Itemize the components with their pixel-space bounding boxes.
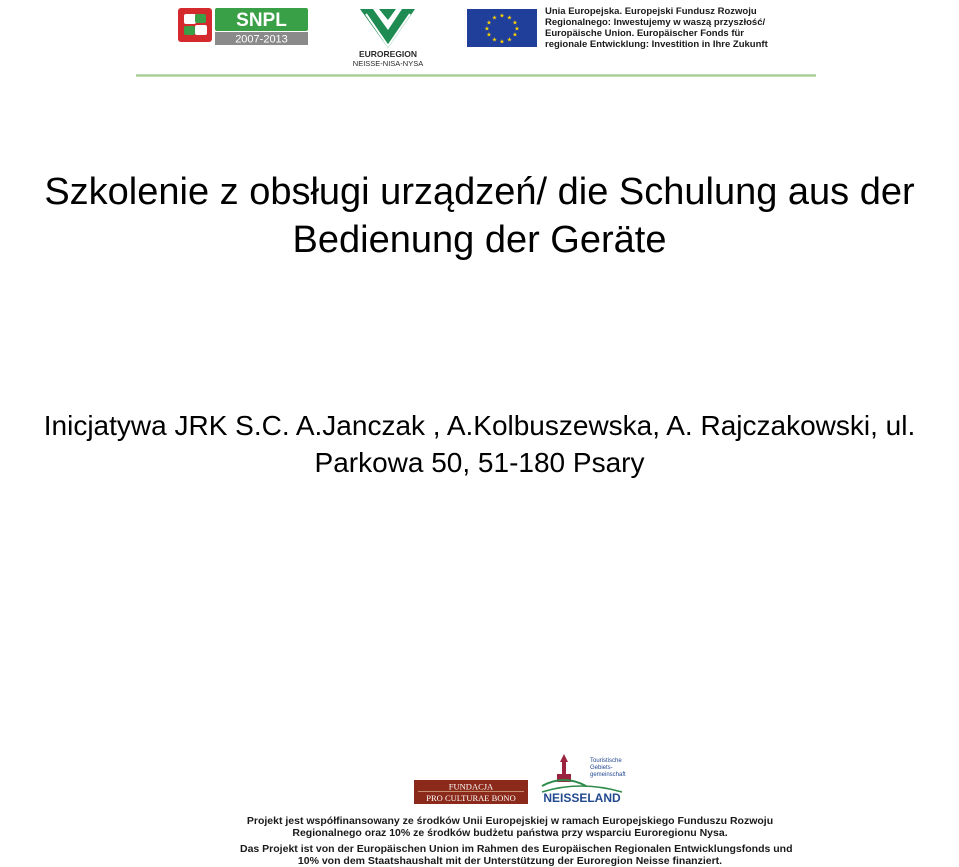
neisseland-tagline-line: Gebiets- — [590, 765, 613, 771]
svg-text:★: ★ — [499, 12, 505, 20]
snpl-logo — [177, 6, 309, 46]
euroregion-line2: NEISSE-NISA-NYSA — [352, 59, 424, 68]
snpl-years-text: 2007-2013 — [235, 33, 288, 46]
eu-text-line: Unia Europejska. Europejski Fundusz Rozwoju — [545, 6, 757, 17]
eu-funding-text — [545, 6, 785, 50]
document-title — [0, 168, 959, 264]
funding-note-line: Regionalnego oraz 10% ze środków budżetu państwa przy wsparciu Euroregionu Nysa. — [292, 827, 728, 839]
euroregion-logo — [333, 6, 443, 68]
funding-note-line: Das Projekt ist von der Europäischen Union im Rahmen des Europäischen Regionalen Entwicklungsfonds und — [240, 843, 793, 855]
title-line: Szkolenie z obsługi urządzeń/ die Schulung aus der — [44, 171, 915, 213]
svg-text:★: ★ — [512, 31, 518, 39]
svg-text:★: ★ — [499, 38, 505, 46]
svg-text:★: ★ — [506, 14, 513, 22]
svg-text:★: ★ — [486, 31, 492, 39]
neisseland-name: NEISSELAND — [543, 791, 621, 805]
subtitle-line: Parkowa 50, 51-180 Psary — [314, 447, 645, 478]
neisseland-tagline-line: Touristische — [590, 758, 622, 764]
fundacja-logo — [414, 780, 528, 804]
fundacja-line2: PRO CULTURAE BONO — [426, 793, 516, 803]
title-line: Bedienung der Geräte — [292, 219, 667, 261]
svg-text:★: ★ — [512, 19, 518, 27]
header-divider — [136, 74, 816, 77]
svg-text:★: ★ — [484, 25, 490, 33]
eu-flag-icon — [467, 9, 537, 47]
svg-text:★: ★ — [506, 36, 513, 44]
neisseland-logo — [540, 752, 628, 806]
svg-text:★: ★ — [491, 14, 498, 22]
eu-text-line: regionale Entwicklung: Investition in Ihre Zukunft — [545, 39, 768, 50]
funding-notes — [240, 815, 793, 867]
svg-text:★: ★ — [514, 25, 520, 33]
eu-text-line: Europäische Union. Europäischer Fonds für — [545, 28, 744, 39]
subtitle-line: Inicjatywa JRK S.C. A.Janczak , A.Kolbuszewska, A. Rajczakowski, ul. — [43, 410, 916, 441]
organizer-info — [0, 407, 959, 481]
snpl-brand-text: SNPL — [236, 10, 287, 31]
eu-text-line: Regionalnego: Inwestujemy w waszą przyszłość/ — [545, 17, 766, 28]
svg-text:★: ★ — [486, 19, 492, 27]
fundacja-line1: FUNDACJA — [448, 781, 494, 792]
svg-text:★: ★ — [491, 36, 498, 44]
funding-note-line: Projekt jest współfinansowany ze środków Unii Europejskiej w ramach Europejskiego Funduszu Rozwoju — [246, 815, 774, 827]
neisseland-tagline-line: gemeinschaft — [590, 772, 626, 778]
funding-note-line: 10% von dem Staatshaushalt mit der Unterstützung der Euroregion Neisse finanziert. — [297, 855, 723, 867]
euroregion-line1: EUROREGION — [358, 49, 418, 59]
